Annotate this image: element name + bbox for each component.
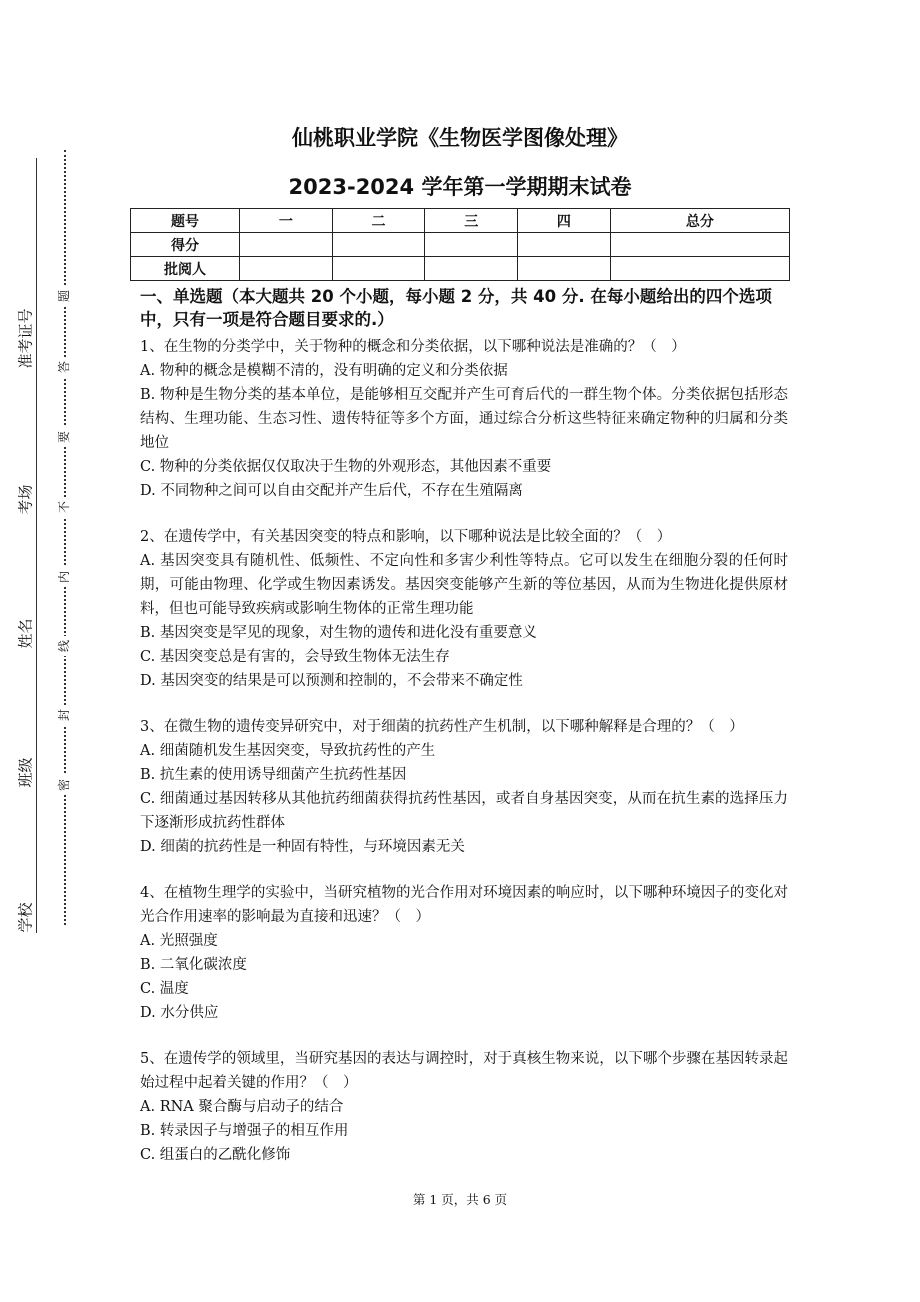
grader-cell [332,257,425,281]
seal-char: 题 [55,286,73,306]
ticket-number-field-label: 准考证号 [16,308,35,369]
seal-char: 密 [55,775,73,795]
question [140,525,788,693]
seal-char: 线 [55,636,73,656]
answer-option: A. 基因突变具有随机性、低频性、不定向性和多害少利性等特点。它可以发生在细胞分裂的任何时期，可能由物理、化学或生物因素诱发。基因突变能够产生新的等位基因，从而为生物进化提供原材料，但也可能导致疾病或影响生物体的正常生理功能 [140,553,788,617]
question [140,715,788,859]
score-cell [518,233,611,257]
grader-cell [518,257,611,281]
answer-option: C. 物种的分类依据仅仅取决于生物的外观形态，其他因素不重要 [140,459,552,475]
seal-char: 答 [55,357,73,377]
answer-option: D. 细菌的抗药性是一种固有特性，与环境因素无关 [140,839,465,855]
score-table-header-cell: 三 [425,209,518,233]
score-table [130,208,790,281]
score-table-header-row [131,209,790,233]
question-stem: 1、在生物的分类学中，关于物种的概念和分类依据，以下哪种说法是准确的？（ ） [140,339,686,355]
answer-option: A. 光照强度 [140,933,218,949]
grader-cell [425,257,518,281]
exam-title-line-2: 2023-2024 学年第一学期期末试卷 [288,175,632,199]
seal-dotted-line [64,150,66,925]
score-table-row [131,257,790,281]
answer-option: A. 物种的概念是模糊不清的，没有明确的定义和分类依据 [140,363,508,379]
answer-option: C. 组蛋白的乙酰化修饰 [140,1147,291,1163]
answer-option: C. 基因突变总是有害的，会导致生物体无法生存 [140,649,450,665]
question-stem: 3、在微生物的遗传变异研究中，对于细菌的抗药性产生机制，以下哪种解释是合理的？（ ） [140,719,744,735]
binding-solid-line [36,158,37,933]
exam-room-field-label: 考场 [16,484,35,515]
seal-char: 内 [55,567,73,587]
answer-option: D. 不同物种之间可以自由交配并产生后代，不存在生殖隔离 [140,483,523,499]
score-table-header-cell: 二 [332,209,425,233]
school-field-label: 学校 [16,902,35,933]
name-field-label: 姓名 [16,618,35,649]
score-table-header-cell: 总分 [610,209,789,233]
answer-option: B. 转录因子与增强子的相互作用 [140,1123,349,1139]
section-heading: 一、单选题（本大题共 20 个小题，每小题 2 分，共 40 分. 在每小题给出的四个选项中，只有一项是符合题目要求的.） [140,287,772,329]
question [140,335,788,503]
seal-char: 要 [55,427,73,447]
score-cell [240,233,333,257]
score-table-row-label: 得分 [131,233,240,257]
answer-option: B. 物种是生物分类的基本单位，是能够相互交配并产生可育后代的一群生物个体。分类依据包括形态结构、生理功能、生态习性、遗传特征等多个方面，通过综合分析这些特征来确定物种的归属和分类地位 [140,387,788,451]
score-table-header-cell: 四 [518,209,611,233]
page-number: 第 1 页，共 6 页 [412,1192,508,1207]
score-table-row [131,233,790,257]
answer-option: A. RNA 聚合酶与启动子的结合 [140,1099,344,1115]
question-stem: 5、在遗传学的领域里，当研究基因的表达与调控时，对于真核生物来说，以下哪个步骤在基因转录起始过程中起着关键的作用？（ ） [140,1051,788,1091]
answer-option: B. 二氧化碳浓度 [140,957,247,973]
score-table-header-cell: 一 [240,209,333,233]
answer-option: C. 温度 [140,981,189,997]
answer-option: B. 抗生素的使用诱导细菌产生抗药性基因 [140,767,407,783]
answer-option: A. 细菌随机发生基因突变，导致抗药性的产生 [140,743,436,759]
score-table-row-label: 批阅人 [131,257,240,281]
score-cell [610,233,789,257]
question-stem: 4、在植物生理学的实验中，当研究植物的光合作用对环境因素的响应时，以下哪种环境因子的变化对光合作用速率的影响最为直接和迅速？（ ） [140,885,788,925]
score-cell [425,233,518,257]
score-table-header-cell: 题号 [131,209,240,233]
question [140,1047,788,1167]
question-stem: 2、在遗传学中，有关基因突变的特点和影响，以下哪种说法是比较全面的？（ ） [140,529,672,545]
exam-content [140,285,788,1189]
question [140,881,788,1025]
exam-title-line-1: 仙桃职业学院《生物医学图像处理》 [292,126,628,150]
class-field-label: 班级 [16,757,35,788]
grader-cell [240,257,333,281]
grader-cell [610,257,789,281]
answer-option: B. 基因突变是罕见的现象，对生物的遗传和进化没有重要意义 [140,625,537,641]
answer-option: D. 基因突变的结果是可以预测和控制的，不会带来不确定性 [140,673,523,689]
score-cell [332,233,425,257]
seal-char: 不 [55,497,73,517]
answer-option: D. 水分供应 [140,1005,219,1021]
answer-option: C. 细菌通过基因转移从其他抗药细菌获得抗药性基因，或者自身基因突变，从而在抗生素的选择压力下逐渐形成抗药性群体 [140,791,788,831]
seal-char: 封 [55,705,73,725]
